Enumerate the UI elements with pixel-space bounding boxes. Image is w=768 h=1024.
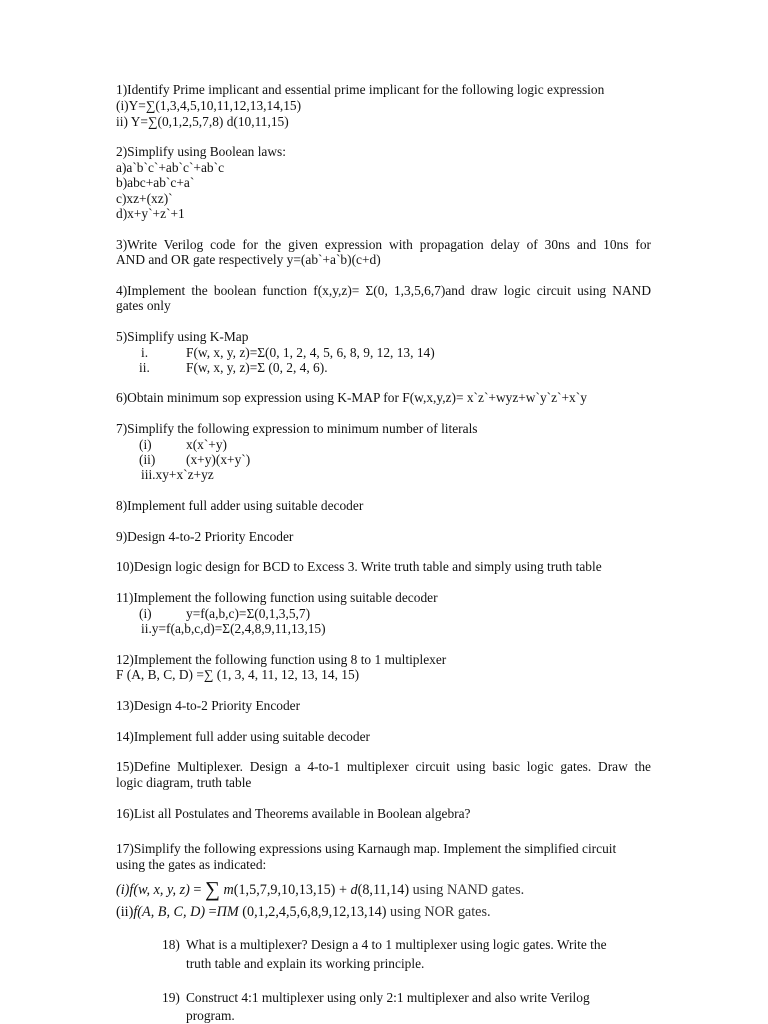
q18-line-2: truth table and explain its working principle. xyxy=(186,956,425,971)
q14-text: 14)Implement full adder using suitable decoder xyxy=(116,729,370,744)
q17-i-minterms: (1,5,7,9,10,13,15) xyxy=(233,882,336,898)
q9-text: 9)Design 4-to-2 Priority Encoder xyxy=(116,529,294,544)
q15-line-2: logic diagram, truth table xyxy=(116,775,252,790)
q16-text: 16)List all Postulates and Theorems available in Boolean algebra? xyxy=(116,806,471,821)
q17-ii-maxterms: (0,1,2,4,5,6,8,9,12,13,14) xyxy=(238,904,387,920)
q15-line-1: 15)Define Multiplexer. Design a 4-to-1 multiplexer circuit using basic logic gates. Draw the xyxy=(116,759,651,774)
q12-title: 12)Implement the following function using 8 to 1 multiplexer xyxy=(116,652,447,667)
q19-line-1: Construct 4:1 multiplexer using only 2:1 multiplexer and also write Verilog xyxy=(186,990,590,1005)
q17-i-sigma: ∑ xyxy=(204,877,220,901)
q2-part-c: c)xz+(xz)` xyxy=(116,191,173,206)
q13-text: 13)Design 4-to-2 Priority Encoder xyxy=(116,698,301,713)
q17-part-i-expression xyxy=(116,877,525,901)
q11-part-i: y=f(a,b,c)=Σ(0,1,3,5,7) xyxy=(186,606,311,621)
q17-i-prefix: (i) xyxy=(116,882,130,898)
q6-title: 6)Obtain minimum sop expression using K-MAP for F(w,x,y,z)= x`z`+wyz+w`y`z`+x`y xyxy=(116,390,587,405)
q17-ii-product-of-maxterms: ΠM xyxy=(216,904,239,920)
q7-part-i-number: (i) xyxy=(139,437,152,452)
q4-line-2: gates only xyxy=(116,298,171,313)
q17-i-plus: + xyxy=(335,882,351,898)
q7-part-iii: iii.xy+x`z+yz xyxy=(141,467,214,482)
q17-ii-prefix: (ii) xyxy=(116,904,134,920)
q11-title: 11)Implement the following function using suitable decoder xyxy=(116,590,438,605)
q17-i-minterm-m: m xyxy=(223,882,234,898)
q5-title: 5)Simplify using K-Map xyxy=(116,329,249,344)
q17-ii-function: f xyxy=(133,904,138,920)
q7-title: 7)Simplify the following expression to minimum number of literals xyxy=(116,421,478,436)
q19-number: 19) xyxy=(162,990,180,1005)
q2-part-a: a)a`b`c`+ab`c`+ab`c xyxy=(116,160,225,175)
q2-part-b: b)abc+ab`c+a` xyxy=(116,175,195,190)
q17-i-gate-note: using NAND gates. xyxy=(409,882,525,898)
q18-number: 18) xyxy=(162,937,180,952)
q17-i-dont-cares: (8,11,14) xyxy=(357,882,410,898)
q17-i-equals: = xyxy=(189,882,205,898)
q11-part-i-number: (i) xyxy=(139,606,152,621)
q17-i-dont-care-d: d xyxy=(350,882,358,898)
q5-part-i-number: i. xyxy=(141,345,149,360)
q5-part-ii-number: ii. xyxy=(139,360,150,375)
q17-i-function: f xyxy=(129,882,134,898)
q3-line-2: AND and OR gate respectively y=(ab`+a`b)(c+d) xyxy=(116,252,381,267)
q5-part-i: F(w, x, y, z)=Σ(0, 1, 2, 4, 5, 6, 8, 9, 12, 13, 14) xyxy=(186,345,435,360)
q17-line-2: using the gates as indicated: xyxy=(116,857,267,872)
q18-line-1: What is a multiplexer? Design a 4 to 1 multiplexer using logic gates. Write the xyxy=(186,937,607,952)
q17-part-ii-expression xyxy=(116,904,491,920)
q1-part-ii: ii) Y=∑(0,1,2,5,7,8) d(10,11,15) xyxy=(116,114,289,129)
q19-line-2: program. xyxy=(186,1008,235,1023)
q17-ii-equals: = xyxy=(205,904,217,920)
q1-title: 1)Identify Prime implicant and essential prime implicant for the following logic expression xyxy=(116,82,605,97)
q4-line-1: 4)Implement the boolean function f(x,y,z)= Σ(0, 1,3,5,6,7)and draw logic circuit using NAND xyxy=(116,283,651,298)
q1-part-i: (i)Y=∑(1,3,4,5,10,11,12,13,14,15) xyxy=(116,98,302,113)
q5-part-ii: F(w, x, y, z)=Σ (0, 2, 4, 6). xyxy=(186,360,328,375)
q17-ii-args: (A, B, C, D) xyxy=(137,904,206,920)
q7-part-ii: (x+y)(x+y`) xyxy=(186,452,251,467)
q7-part-i: x(x`+y) xyxy=(186,437,228,452)
q17-line-1: 17)Simplify the following expressions using Karnaugh map. Implement the simplified circuit xyxy=(116,841,617,856)
q8-text: 8)Implement full adder using suitable decoder xyxy=(116,498,364,513)
q11-part-ii: ii.y=f(a,b,c,d)=Σ(2,4,8,9,11,13,15) xyxy=(141,621,326,636)
q12-expression: F (A, B, C, D) =∑ (1, 3, 4, 11, 12, 13, 14, 15) xyxy=(116,667,360,682)
q2-title: 2)Simplify using Boolean laws: xyxy=(116,144,286,159)
q10-text: 10)Design logic design for BCD to Excess 3. Write truth table and simply using truth table xyxy=(116,559,602,574)
q2-part-d: d)x+y`+z`+1 xyxy=(116,206,185,221)
q17-i-args: (w, x, y, z) xyxy=(133,882,190,898)
q3-line-1: 3)Write Verilog code for the given expression with propagation delay of 30ns and 10ns for xyxy=(116,237,651,252)
q7-part-ii-number: (ii) xyxy=(139,452,156,467)
q17-ii-gate-note: using NOR gates. xyxy=(386,904,491,920)
